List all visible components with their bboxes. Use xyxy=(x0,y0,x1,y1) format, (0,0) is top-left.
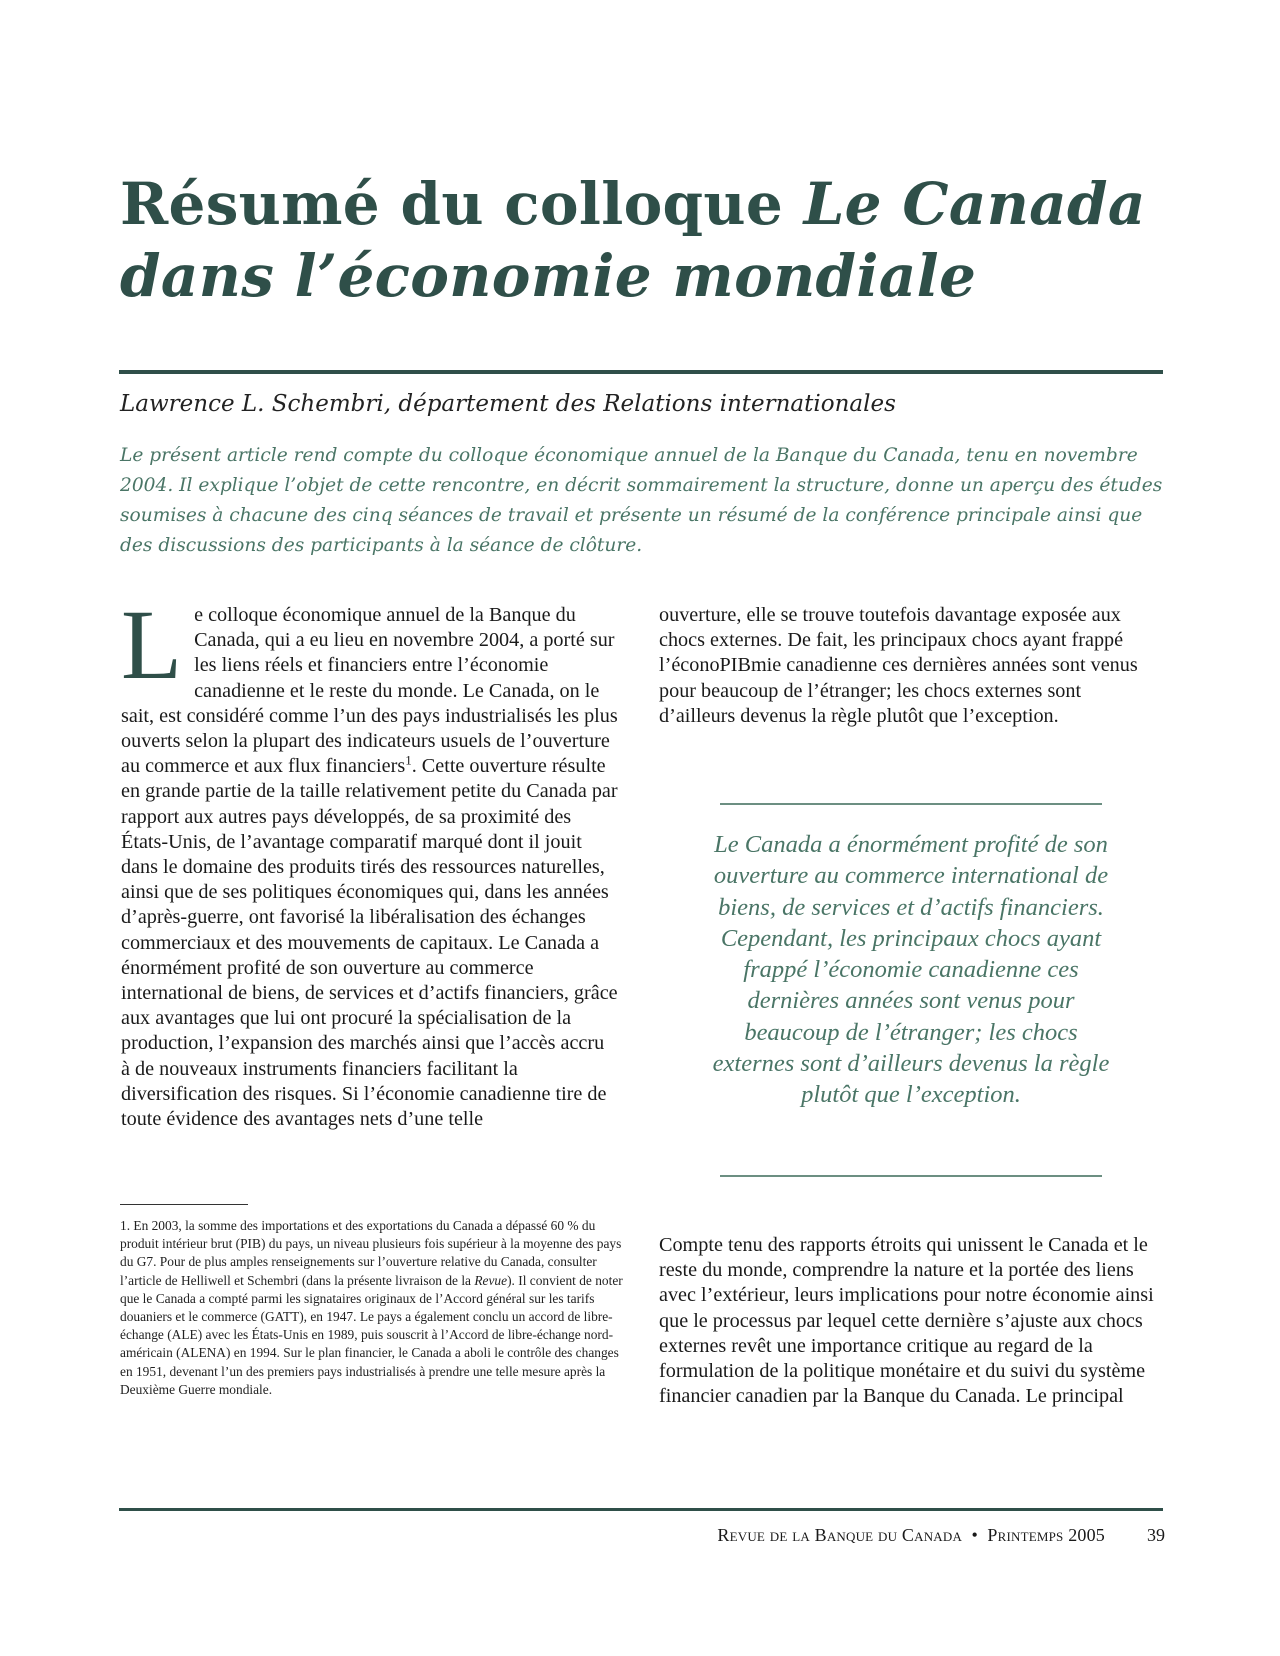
pullquote-rule-bottom xyxy=(720,1175,1102,1177)
footnote-text-part-1: 1. En 2003, la somme des importations et des exportations du Canada a dépassé 60 % du produit intérieur brut (PIB) du pays, un niveau plusieurs fois supérieur à la moyenne des pays du G7. Pour de plus amples renseignements sur l’ouverture relative du Canada, consulter l’article de Helliwell et Schembri (dans la présente livraison de la xyxy=(120,1218,622,1288)
footnote-reference[interactable]: 1 xyxy=(405,752,412,768)
page-number: 39 xyxy=(1147,1525,1165,1545)
abstract: Le présent article rend compte du colloque économique annuel de la Banque du Canada, tenu en novembre 2004. Il explique l’objet de cette rencontre, en décrit sommairement la structure, donne un aperçu des études soumises à chacune des cinq séances de travail et présente un résumé de la conférence principale ainsi que des discussions des participants à la séance de clôture. xyxy=(120,445,1163,556)
footer-separator: • xyxy=(971,1525,978,1545)
footnote-italic-word: Revue xyxy=(474,1272,508,1288)
body-text-left-part-2: . Cette ouverture résulte en grande partie de la taille relativement petite du Canada par rapport aux autres pays développés, de sa proximité des États-Unis, de l’avantage comparatif marqué dont il jouit dans le domaine des produits tirés des ressources naturelles, ainsi que de ses politiques économiques qui, dans les années d’après-guerre, ont favorisé la libéralisation des échanges commerciaux et des mouvements de capitaux. Le Canada a énormément profité de son ouverture au commerce international de biens, de services et d’actifs financiers, grâce aux avantages que lui ont procuré la spécialisation de la production, l’expansion des marchés ainsi que l’accès accru à de nouveaux instruments financiers facilitant la diversification des risques. Si l’économie canadienne tire de toute évidence des avantages nets d’une telle xyxy=(121,755,618,1131)
article-title xyxy=(120,168,1180,312)
title-divider xyxy=(119,370,1163,374)
footer-divider xyxy=(119,1508,1163,1511)
issue-name: Printemps 2005 xyxy=(987,1525,1105,1545)
title-italic: Le Canada dans l’économie mondiale xyxy=(120,170,1146,310)
footnote xyxy=(120,1217,625,1399)
footnote-text-part-2: ). Il convient de noter que le Canada a compté parmi les signataires originaux de l’Accord général sur les tarifs douaniers et le commerce (GATT), en 1947. Le pays a également conclu un accord de libre-échange (ALE) avec les États-Unis en 1989, puis souscrit à l’Accord de libre-échange nord-américain (ALENA) en 1994. Sur le plan financier, le Canada a aboli le contrôle des changes en 1951, devenant l’un des premiers pays industrialisés à prendre une telle mesure après la Deuxième Guerre mondiale. xyxy=(120,1272,623,1397)
body-column-right-bottom: Compte tenu des rapports étroits qui unissent le Canada et le reste du monde, comprendre la nature et la portée des liens avec l’extérieur, leurs implications pour notre économie ainsi que le processus par lequel cette dernière s’ajuste aux chocs externes revêt une importance critique au regard de la formulation de la politique monétaire et du suivi du système financier canadien par la Banque du Canada. Le principal xyxy=(659,1234,1154,1408)
body-column-right-top: ouverture, elle se trouve toutefois davantage exposée aux chocs externes. De fait, les principaux chocs ayant frappé l’éconoPIBmie canadienne ces dernières années sont venus pour beaucoup de l’étranger; les chocs externes sont d’ailleurs devenus la règle plutôt que l’exception. xyxy=(659,604,1138,727)
running-footer xyxy=(717,1525,1105,1546)
title-regular: Résumé du colloque xyxy=(120,170,804,238)
journal-name: Revue de la Banque du Canada xyxy=(717,1525,963,1545)
footnote-divider xyxy=(120,1204,248,1205)
pullquote: Le Canada a énormément profité de son ouverture au commerce international de biens, de services et d’actifs financiers. Cependant, les principaux chocs ayant frappé l’économie canadienne ces dernières années sont venus pour beaucoup de l’étranger; les chocs externes sont d’ailleurs devenus la règle plutôt que l’exception. xyxy=(712,831,1110,1109)
body-column-left xyxy=(121,589,618,1132)
body-text-left-part-1: e colloque économique annuel de la Banque du Canada, qui a eu lieu en novembre 2004, a porté sur les liens réels et financiers entre l’économie canadienne et le reste du monde. Le Canada, on le sait, est considéré comme l’un des pays industrialisés les plus ouverts selon la plupart des indicateurs usuels de l’ouverture au commerce et aux flux financiers xyxy=(121,604,618,778)
pullquote-rule-top xyxy=(720,803,1102,805)
author-byline: Lawrence L. Schembri, département des Relations internationales xyxy=(120,391,896,417)
drop-cap: L xyxy=(121,589,183,700)
